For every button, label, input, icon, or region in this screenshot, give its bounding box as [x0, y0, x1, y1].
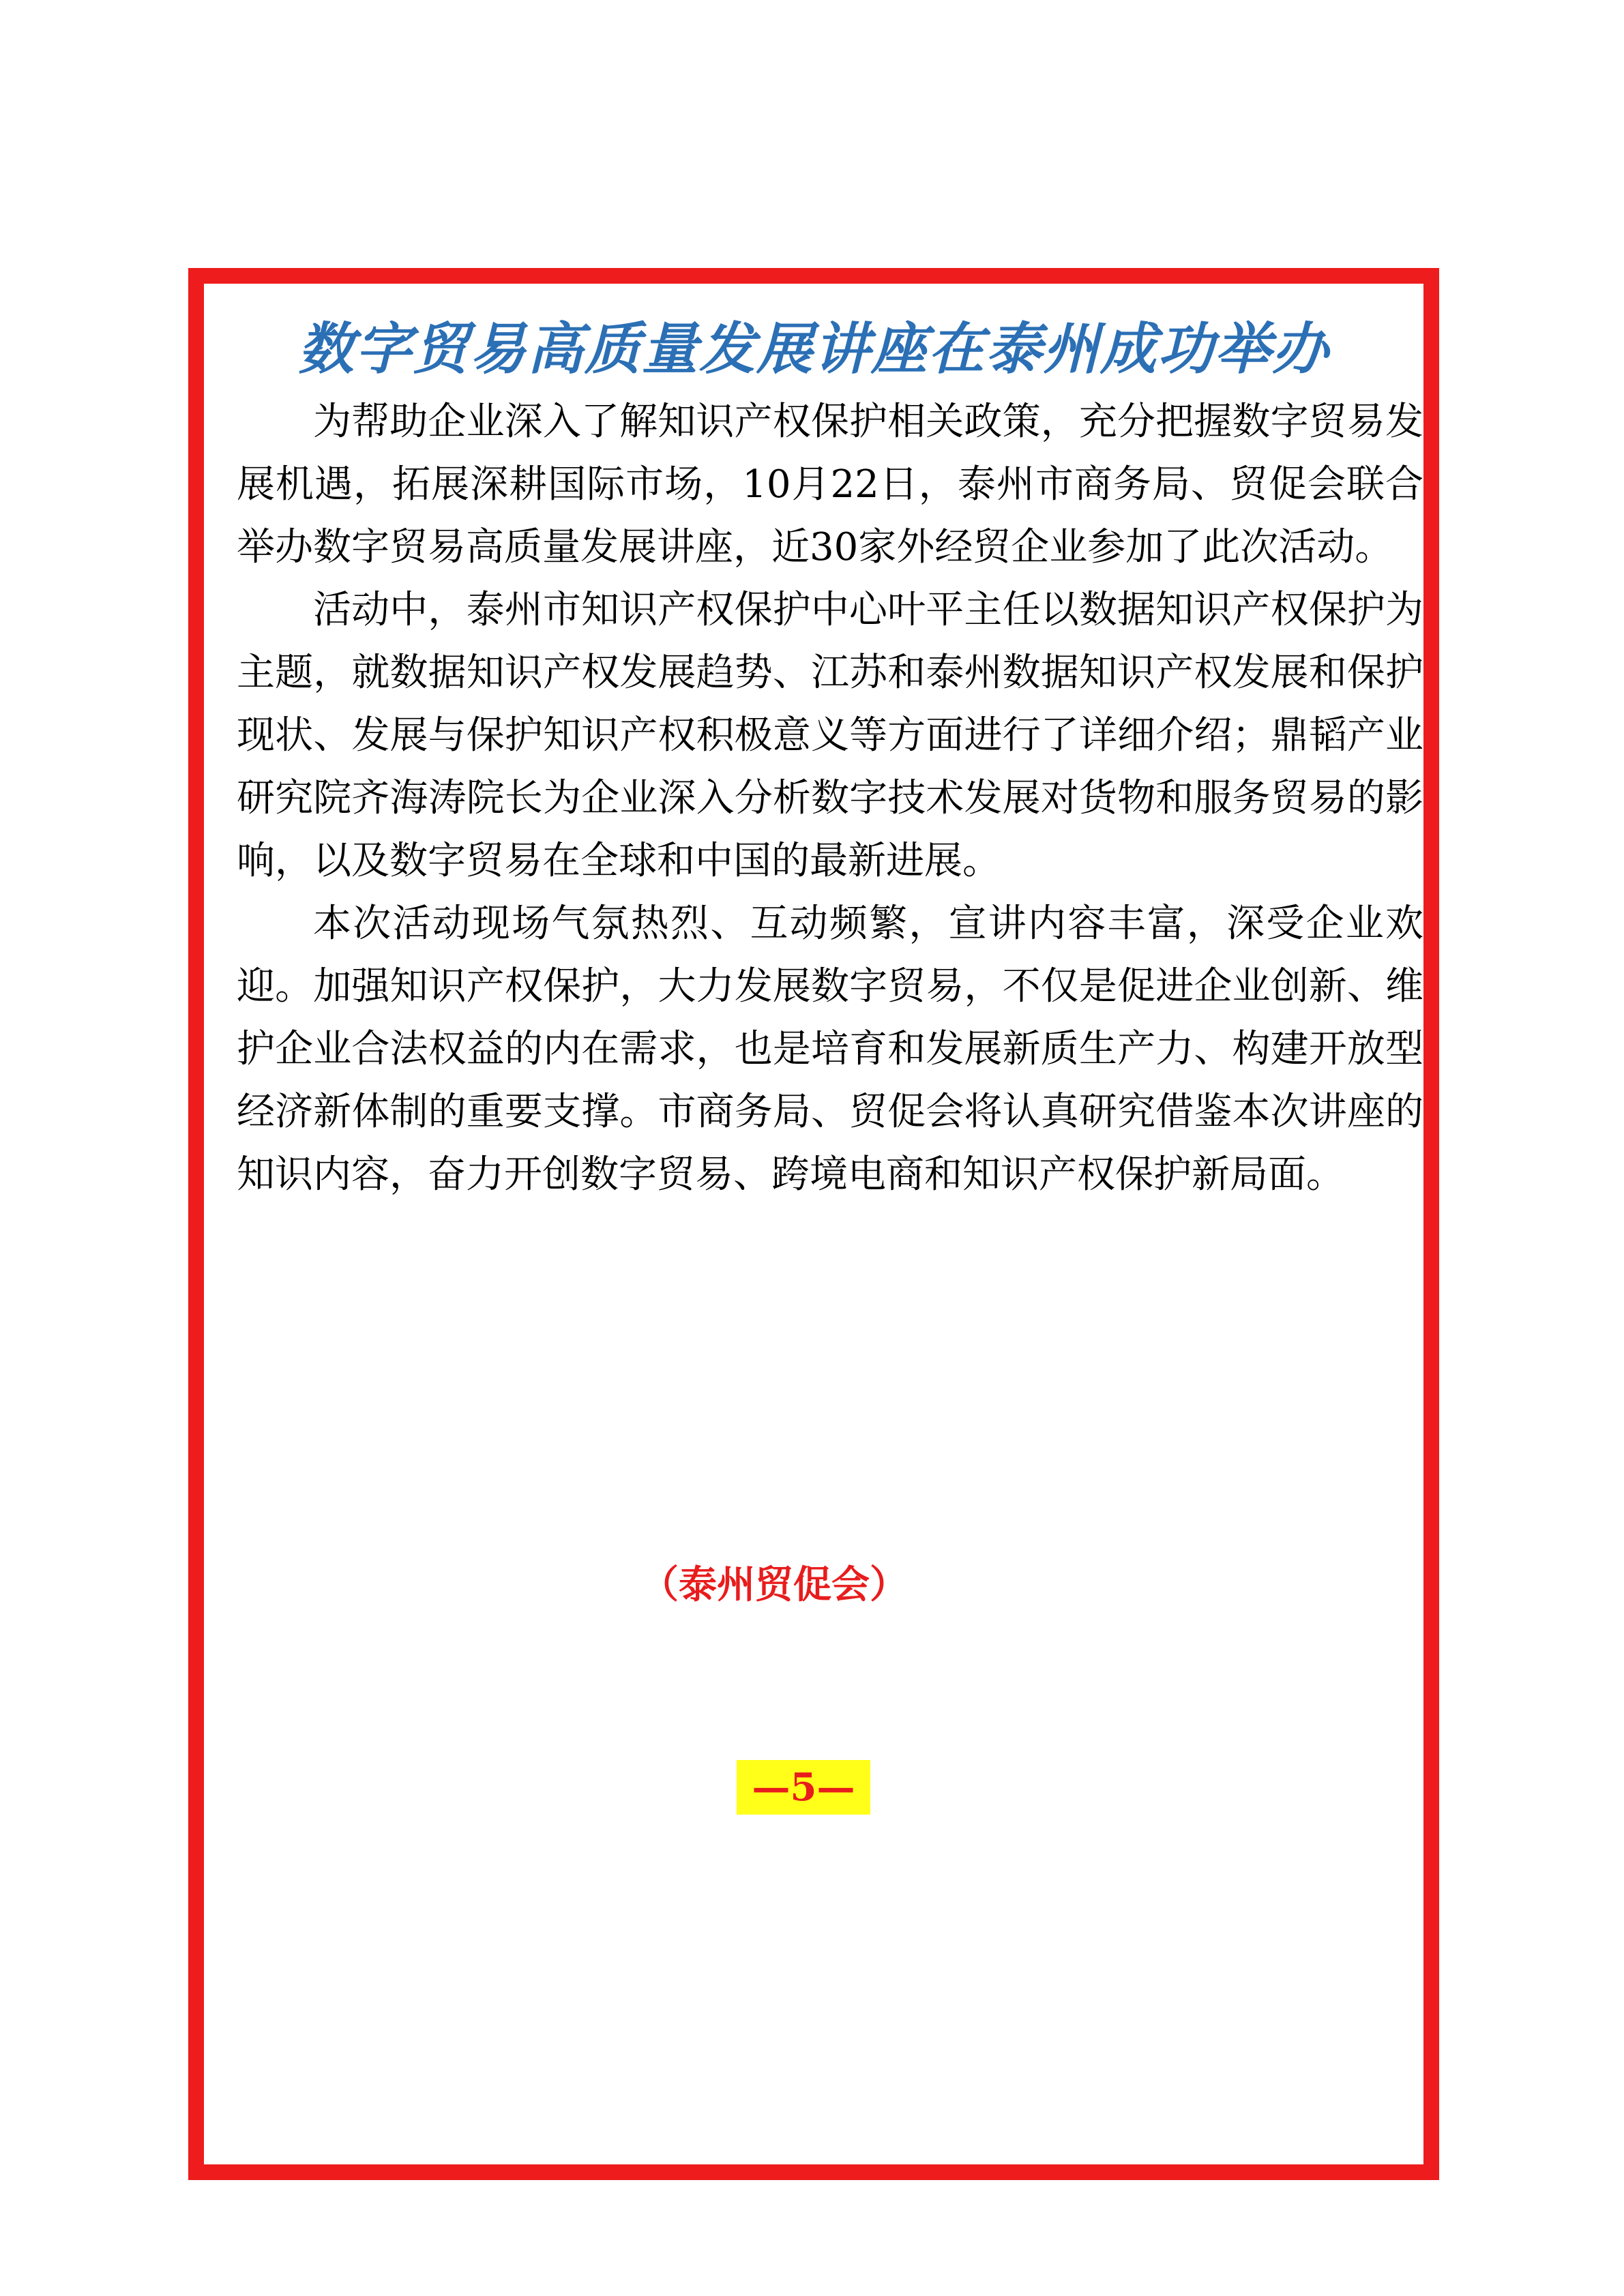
article-body [237, 391, 1423, 1206]
page-frame [188, 268, 1439, 2180]
page-number: —5— [737, 1760, 870, 1815]
paragraph-2: 活动中，泰州市知识产权保护中心叶平主任以数据知识产权保护为主题，就数据知识产权发展趋势、江苏和泰州数据知识产权发展和保护现状、发展与保护知识产权积极意义等方面进行了详细介绍；鼎韬产业研究院齐海涛院长为企业深入分析数字技术发展对货物和服务贸易的影响，以及数字贸易在全球和中国的最新进展。 [237, 588, 1423, 883]
signature: （泰州贸促会） [640, 1562, 908, 1607]
paragraph-3: 本次活动现场气氛热烈、互动频繁，宣讲内容丰富，深受企业欢迎。加强知识产权保护，大力发展数字贸易，不仅是促进企业创新、维护企业合法权益的内在需求，也是培育和发展新质生产力、构建开放型经济新体制的重要支撑。市商务局、贸促会将认真研究借鉴本次讲座的知识内容，奋力开创数字贸易、跨境电商和知识产权保护新局面。 [237, 901, 1423, 1197]
article-title: 数字贸易高质量发展讲座在泰州成功举办 [298, 316, 1329, 382]
paragraph-1: 为帮助企业深入了解知识产权保护相关政策，充分把握数字贸易发展机遇，拓展深耕国际市场，10月22日，泰州市商务局、贸促会联合举办数字贸易高质量发展讲座，近30家外经贸企业参加了此次活动。 [237, 400, 1423, 569]
